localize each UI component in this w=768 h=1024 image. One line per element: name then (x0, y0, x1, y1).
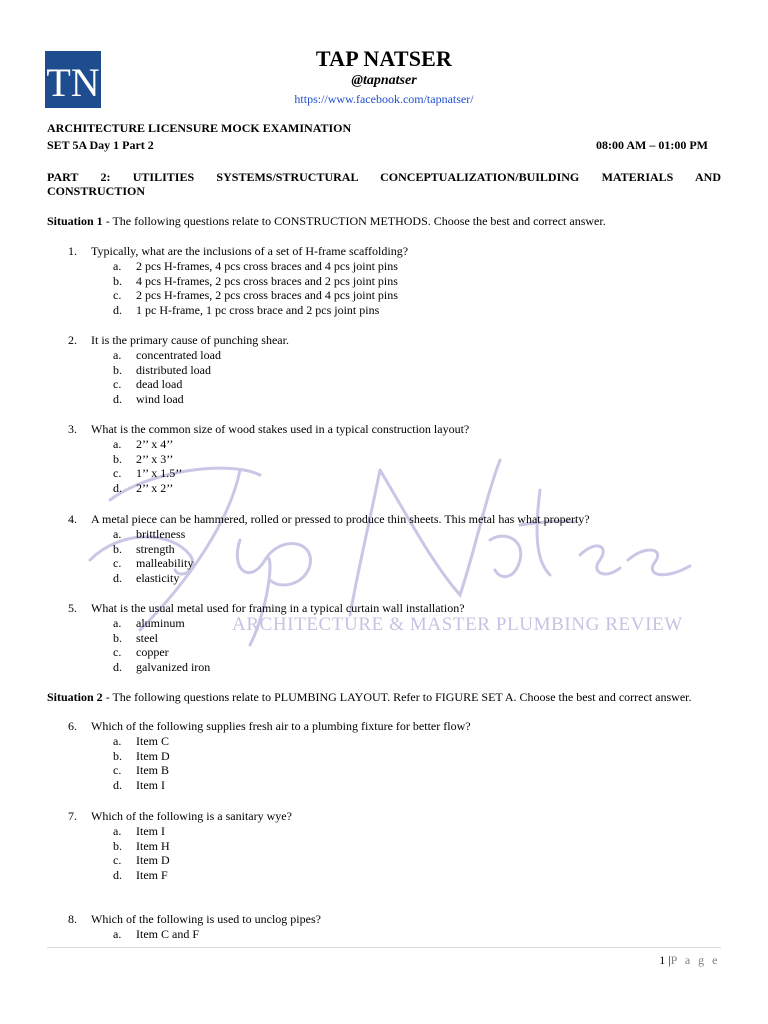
part-heading: PART 2: UTILITIES SYSTEMS/STRUCTURAL CONCEPTUALIZATION/BUILDING MATERIALS AND (47, 170, 721, 184)
choice-text: Item H (136, 838, 170, 853)
situation-1-text: - The following questions relate to CONSTRUCTION METHODS. Choose the best and correct answer. (102, 214, 606, 228)
part-heading-cont: CONSTRUCTION (47, 184, 146, 198)
choice-letter: b. (113, 630, 122, 645)
question-text: A metal piece can be hammered, rolled or pressed to produce thin sheets. This metal has what property? (91, 512, 590, 526)
choice-letter: d. (113, 660, 122, 675)
choice-letter: c. (113, 645, 122, 660)
question-number: 5. (68, 601, 77, 615)
choice-letter: c. (113, 763, 122, 778)
question-text: Which of the following is a sanitary wye? (91, 809, 292, 823)
question-number: 3. (68, 422, 77, 436)
choice-text: Item I (136, 778, 165, 793)
question-number: 4. (68, 512, 77, 526)
watermark-subtitle: ARCHITECTURE & MASTER PLUMBING REVIEW (232, 614, 683, 635)
choice-text: 4 pcs H-frames, 2 pcs cross braces and 2 pcs joint pins (136, 273, 398, 288)
choice-letter: d. (113, 303, 122, 318)
question-number: 6. (68, 719, 77, 733)
choice-letter: b. (113, 451, 122, 466)
choice-text: galvanized iron (136, 660, 211, 675)
question-text: What is the usual metal used for framing in a typical curtain wall installation? (91, 601, 465, 615)
page-number (659, 953, 720, 968)
choice-letter: c. (113, 288, 122, 303)
choice-text: 2’’ x 4’’ (136, 436, 174, 451)
choice-letter: d. (113, 778, 122, 793)
choice-letter: a. (113, 823, 122, 838)
choice-letter: b. (113, 541, 122, 556)
choice-letter: b. (113, 838, 122, 853)
question-text: Which of the following is used to unclog pipes? (91, 912, 321, 926)
choice-letter: b. (113, 748, 122, 763)
choice-text: strength (136, 541, 175, 556)
situation-2-text: - The following questions relate to PLUMBING LAYOUT. Refer to FIGURE SET A. Choose the best and correct answer. (102, 690, 692, 704)
page-separator: | (668, 953, 671, 967)
choice-letter: b. (113, 273, 122, 288)
situation-1 (47, 214, 606, 229)
choice-letter: a. (113, 526, 122, 541)
choice-text: aluminum (136, 615, 185, 630)
choice-letter: d. (113, 392, 122, 407)
choice-letter: a. (113, 926, 122, 941)
choice-text: 1’’ x 1.5’’ (136, 466, 183, 481)
choice-letter: c. (113, 466, 122, 481)
choice-text: concentrated load (136, 347, 221, 362)
choice-text: Item B (136, 763, 169, 778)
choice-text: 2’’ x 3’’ (136, 451, 174, 466)
question-text: Which of the following supplies fresh air to a plumbing fixture for better flow? (91, 719, 471, 733)
set-line: SET 5A Day 1 Part 2 (47, 138, 154, 152)
choice-text: 1 pc H-frame, 1 pc cross brace and 2 pcs joint pins (136, 303, 380, 318)
page-label: P a g e (670, 953, 720, 967)
exam-time: 08:00 AM – 01:00 PM (596, 138, 708, 152)
page-number-value: 1 (659, 953, 666, 967)
brand-handle: @tapnatser (351, 73, 417, 88)
choice-letter: a. (113, 258, 122, 273)
choice-letter: c. (113, 853, 122, 868)
question-number: 7. (68, 809, 77, 823)
question-number: 1. (68, 244, 77, 258)
choice-text: 2 pcs H-frames, 4 pcs cross braces and 4 pcs joint pins (136, 258, 398, 273)
choice-letter: a. (113, 347, 122, 362)
choice-letter: a. (113, 615, 122, 630)
footer-divider (47, 947, 721, 948)
choice-letter: d. (113, 868, 122, 883)
choice-letter: d. (113, 571, 122, 586)
choice-text: Item D (136, 748, 170, 763)
choice-text: malleability (136, 556, 194, 571)
brand-url-link[interactable]: https://www.facebook.com/tapnatser/ (294, 92, 474, 106)
choice-letter: c. (113, 556, 122, 571)
choice-letter: c. (113, 377, 122, 392)
choice-text: Item C and F (136, 926, 199, 941)
choice-text: Item F (136, 868, 168, 883)
situation-2-label: Situation 2 (47, 690, 103, 704)
choice-text: Item I (136, 823, 165, 838)
choice-text: elasticity (136, 571, 180, 586)
choice-text: 2 pcs H-frames, 2 pcs cross braces and 4 pcs joint pins (136, 288, 398, 303)
question-number: 8. (68, 912, 77, 926)
choice-text: Item C (136, 733, 169, 748)
choice-text: copper (136, 645, 169, 660)
question-number: 2. (68, 333, 77, 347)
choice-text: Item D (136, 853, 170, 868)
choice-letter: d. (113, 481, 122, 496)
situation-1-label: Situation 1 (47, 214, 103, 228)
question-text: What is the common size of wood stakes used in a typical construction layout? (91, 422, 470, 436)
brand-title: TAP NATSER (315, 46, 453, 71)
exam-title: ARCHITECTURE LICENSURE MOCK EXAMINATION (47, 121, 352, 135)
question-text: It is the primary cause of punching shear. (91, 333, 289, 347)
choice-text: distributed load (136, 362, 211, 377)
situation-2 (47, 690, 691, 705)
choice-text: 2’’ x 2’’ (136, 481, 174, 496)
choice-text: dead load (136, 377, 183, 392)
choice-text: brittleness (136, 526, 186, 541)
question-text: Typically, what are the inclusions of a set of H-frame scaffolding? (91, 244, 409, 258)
choice-letter: b. (113, 362, 122, 377)
choice-letter: a. (113, 733, 122, 748)
choice-text: steel (136, 630, 158, 645)
choice-text: wind load (136, 392, 184, 407)
logo-text: TN (46, 60, 100, 105)
choice-letter: a. (113, 436, 122, 451)
